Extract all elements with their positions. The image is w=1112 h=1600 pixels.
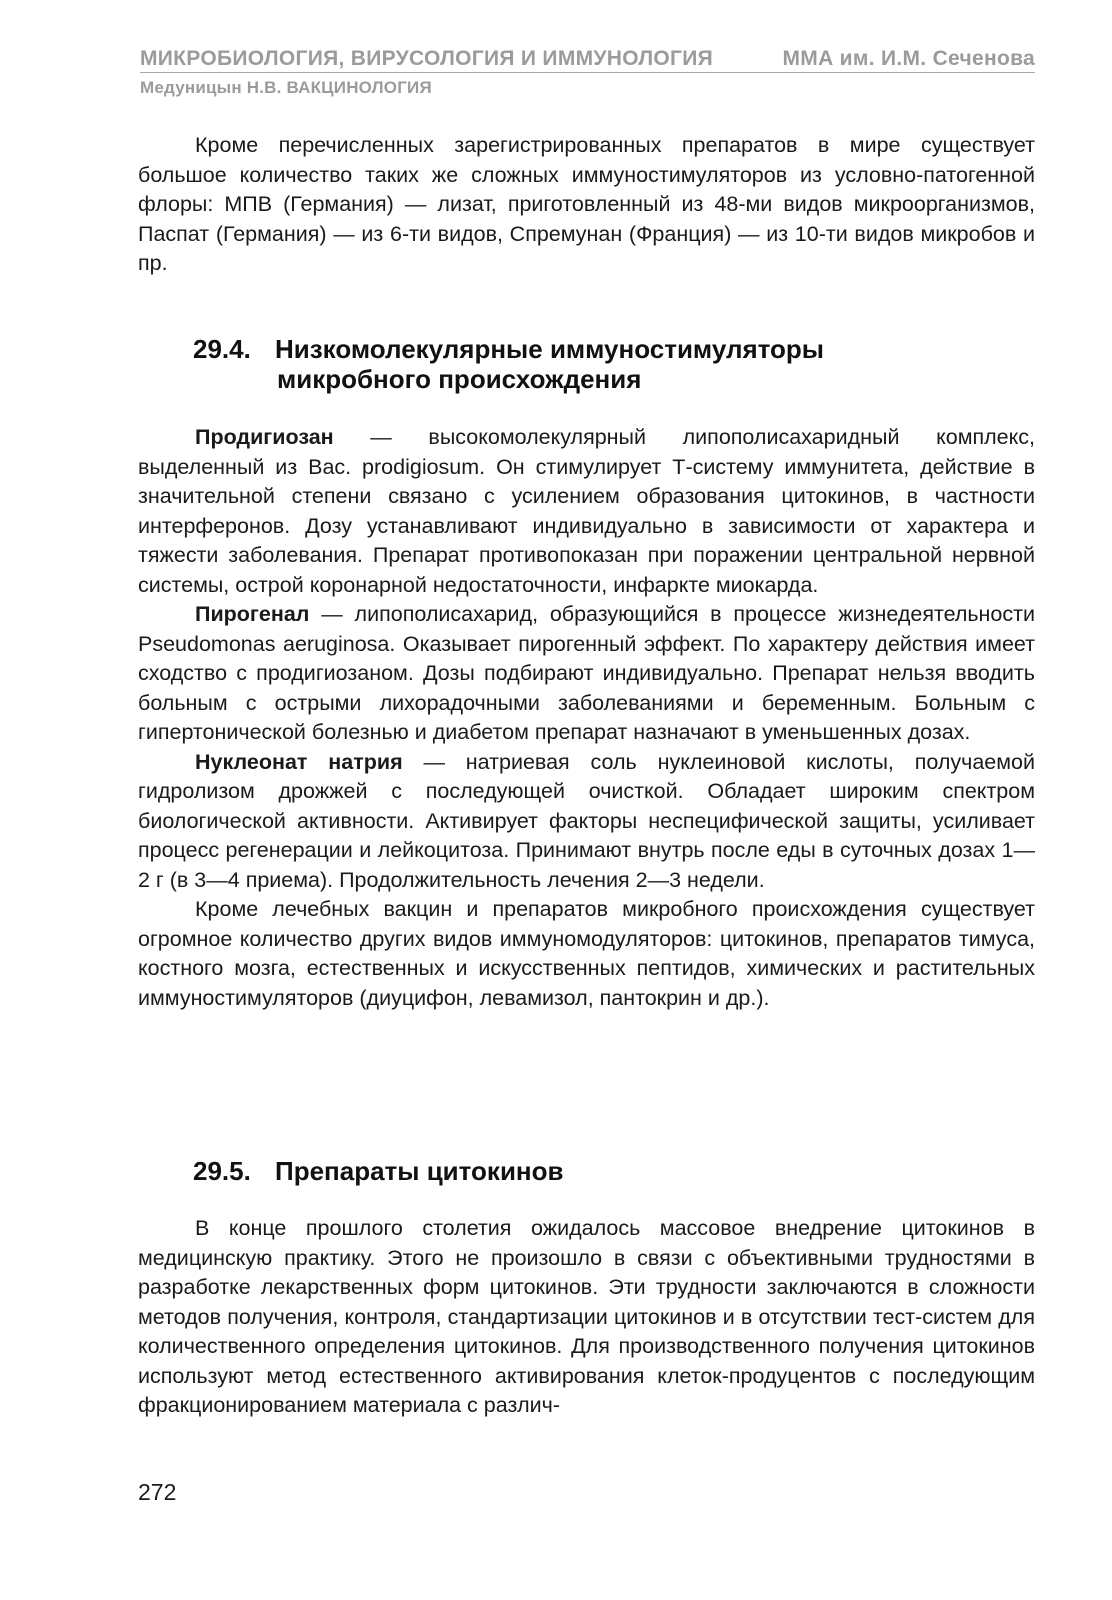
header-institution: ММА им. И.М. Сеченова [782, 47, 1035, 70]
paragraph-pirogenal [138, 600, 1035, 748]
paragraph-prodigiozan [138, 423, 1035, 600]
page-number: 272 [138, 1479, 177, 1505]
section-29-5-body [138, 1214, 1035, 1421]
paragraph-cytokines: В конце прошлого столетия ожидалось массовое внедрение цитокинов в медицинскую практику. Этого не произошло в связи с объективными трудностями в разработке лекарственных форм цитокинов. Эти трудности заключаются в сложности методов получения, контроля, стандартизации цитокинов и в отсутствии тест-систем для количественного определения цитокинов. Для производственного получения цитокинов используют метод естественного активирования клеток-продуцентов с последующим фракционированием материала с различ- [138, 1216, 1035, 1417]
term-prodigiozan: Продигиозан [195, 425, 334, 449]
paragraph-text: — липополисахарид, образующийся в процессе жизнедеятельности Pseudomonas aeruginosa. Оказывает пирогенный эффект. По характеру действия имеет сходство с продигиозаном. Дозы подбирают индивидуально. Препарат нельзя вводить больным с острыми лихорадочными заболеваниями и беременным. Больным с гипертонической болезнью и диабетом препарат назначают в уменьшенных дозах. [138, 602, 1035, 744]
section-29-5-heading [193, 1156, 564, 1186]
paragraph-text: — натриевая соль нуклеиновой кислоты, получаемой гидролизом дрожжей с последующей очисткой. Обладает широким спектром биологической активности. Активирует факторы неспецифической защиты, усиливает процесс регенерации и лейкоцитоза. Принимают внутрь после еды в суточных дозах 1—2 г (в 3—4 приема). Продолжительность лечения 2—3 недели. [138, 749, 1035, 892]
paragraph-other-immunomodulators [138, 895, 1035, 1013]
running-header [140, 44, 1035, 73]
intro-paragraph: Кроме перечисленных зарегистрированных препаратов в мире существует большое количество таких же сложных иммуностимуляторов из условно-патогенной флоры: МПВ (Германия) — лизат, приготовленный из 48-ми видов микроорганизмов, Паспат (Германия) — из 6-ти видов, Спремунан (Франция) — из 10-ти видов микробов и пр. [138, 133, 1035, 275]
section-number: 29.4. [193, 334, 251, 364]
section-29-4-heading [193, 334, 824, 394]
term-nukleonat-natriya: Нуклеонат натрия [195, 749, 403, 774]
paragraph-text: — высокомолекулярный липополисахаридный комплекс, выделенный из Bac. prodigiosum. Он стимулирует Т-систему иммунитета, действие в значительной степени связано с усилением образования цитокинов, в частности интерферонов. Дозу устанавливают индивидуально в зависимости от характера и тяжести заболевания. Препарат противопоказан при поражении центральной нервной системы, острой коронарной недостаточности, инфаркте миокарда. [138, 425, 1035, 597]
paragraph-text: Кроме лечебных вакцин и препаратов микробного происхождения существует огромное количество других видов иммуномодуляторов: цитокинов, препаратов тимуса, костного мозга, естественных и искусственных пептидов, химических и растительных иммуностимуляторов (диуцифон, левамизол, пантокрин и др.). [138, 897, 1035, 1010]
intro-text-block [138, 131, 1035, 279]
section-29-4-body [138, 423, 1035, 1013]
header-book-title: Медуницын Н.В. ВАКЦИНОЛОГИЯ [140, 78, 432, 97]
section-title-line1: Низкомолекулярные иммуностимуляторы [275, 334, 824, 364]
paragraph-nukleonat [138, 748, 1035, 896]
section-number: 29.5. [193, 1156, 251, 1186]
section-title: Препараты цитокинов [275, 1156, 564, 1186]
term-pirogenal: Пирогенал [195, 602, 310, 626]
section-title-line2: микробного происхождения [277, 364, 642, 394]
header-course-title: МИКРОБИОЛОГИЯ, ВИРУСОЛОГИЯ И ИММУНОЛОГИЯ [140, 47, 714, 70]
